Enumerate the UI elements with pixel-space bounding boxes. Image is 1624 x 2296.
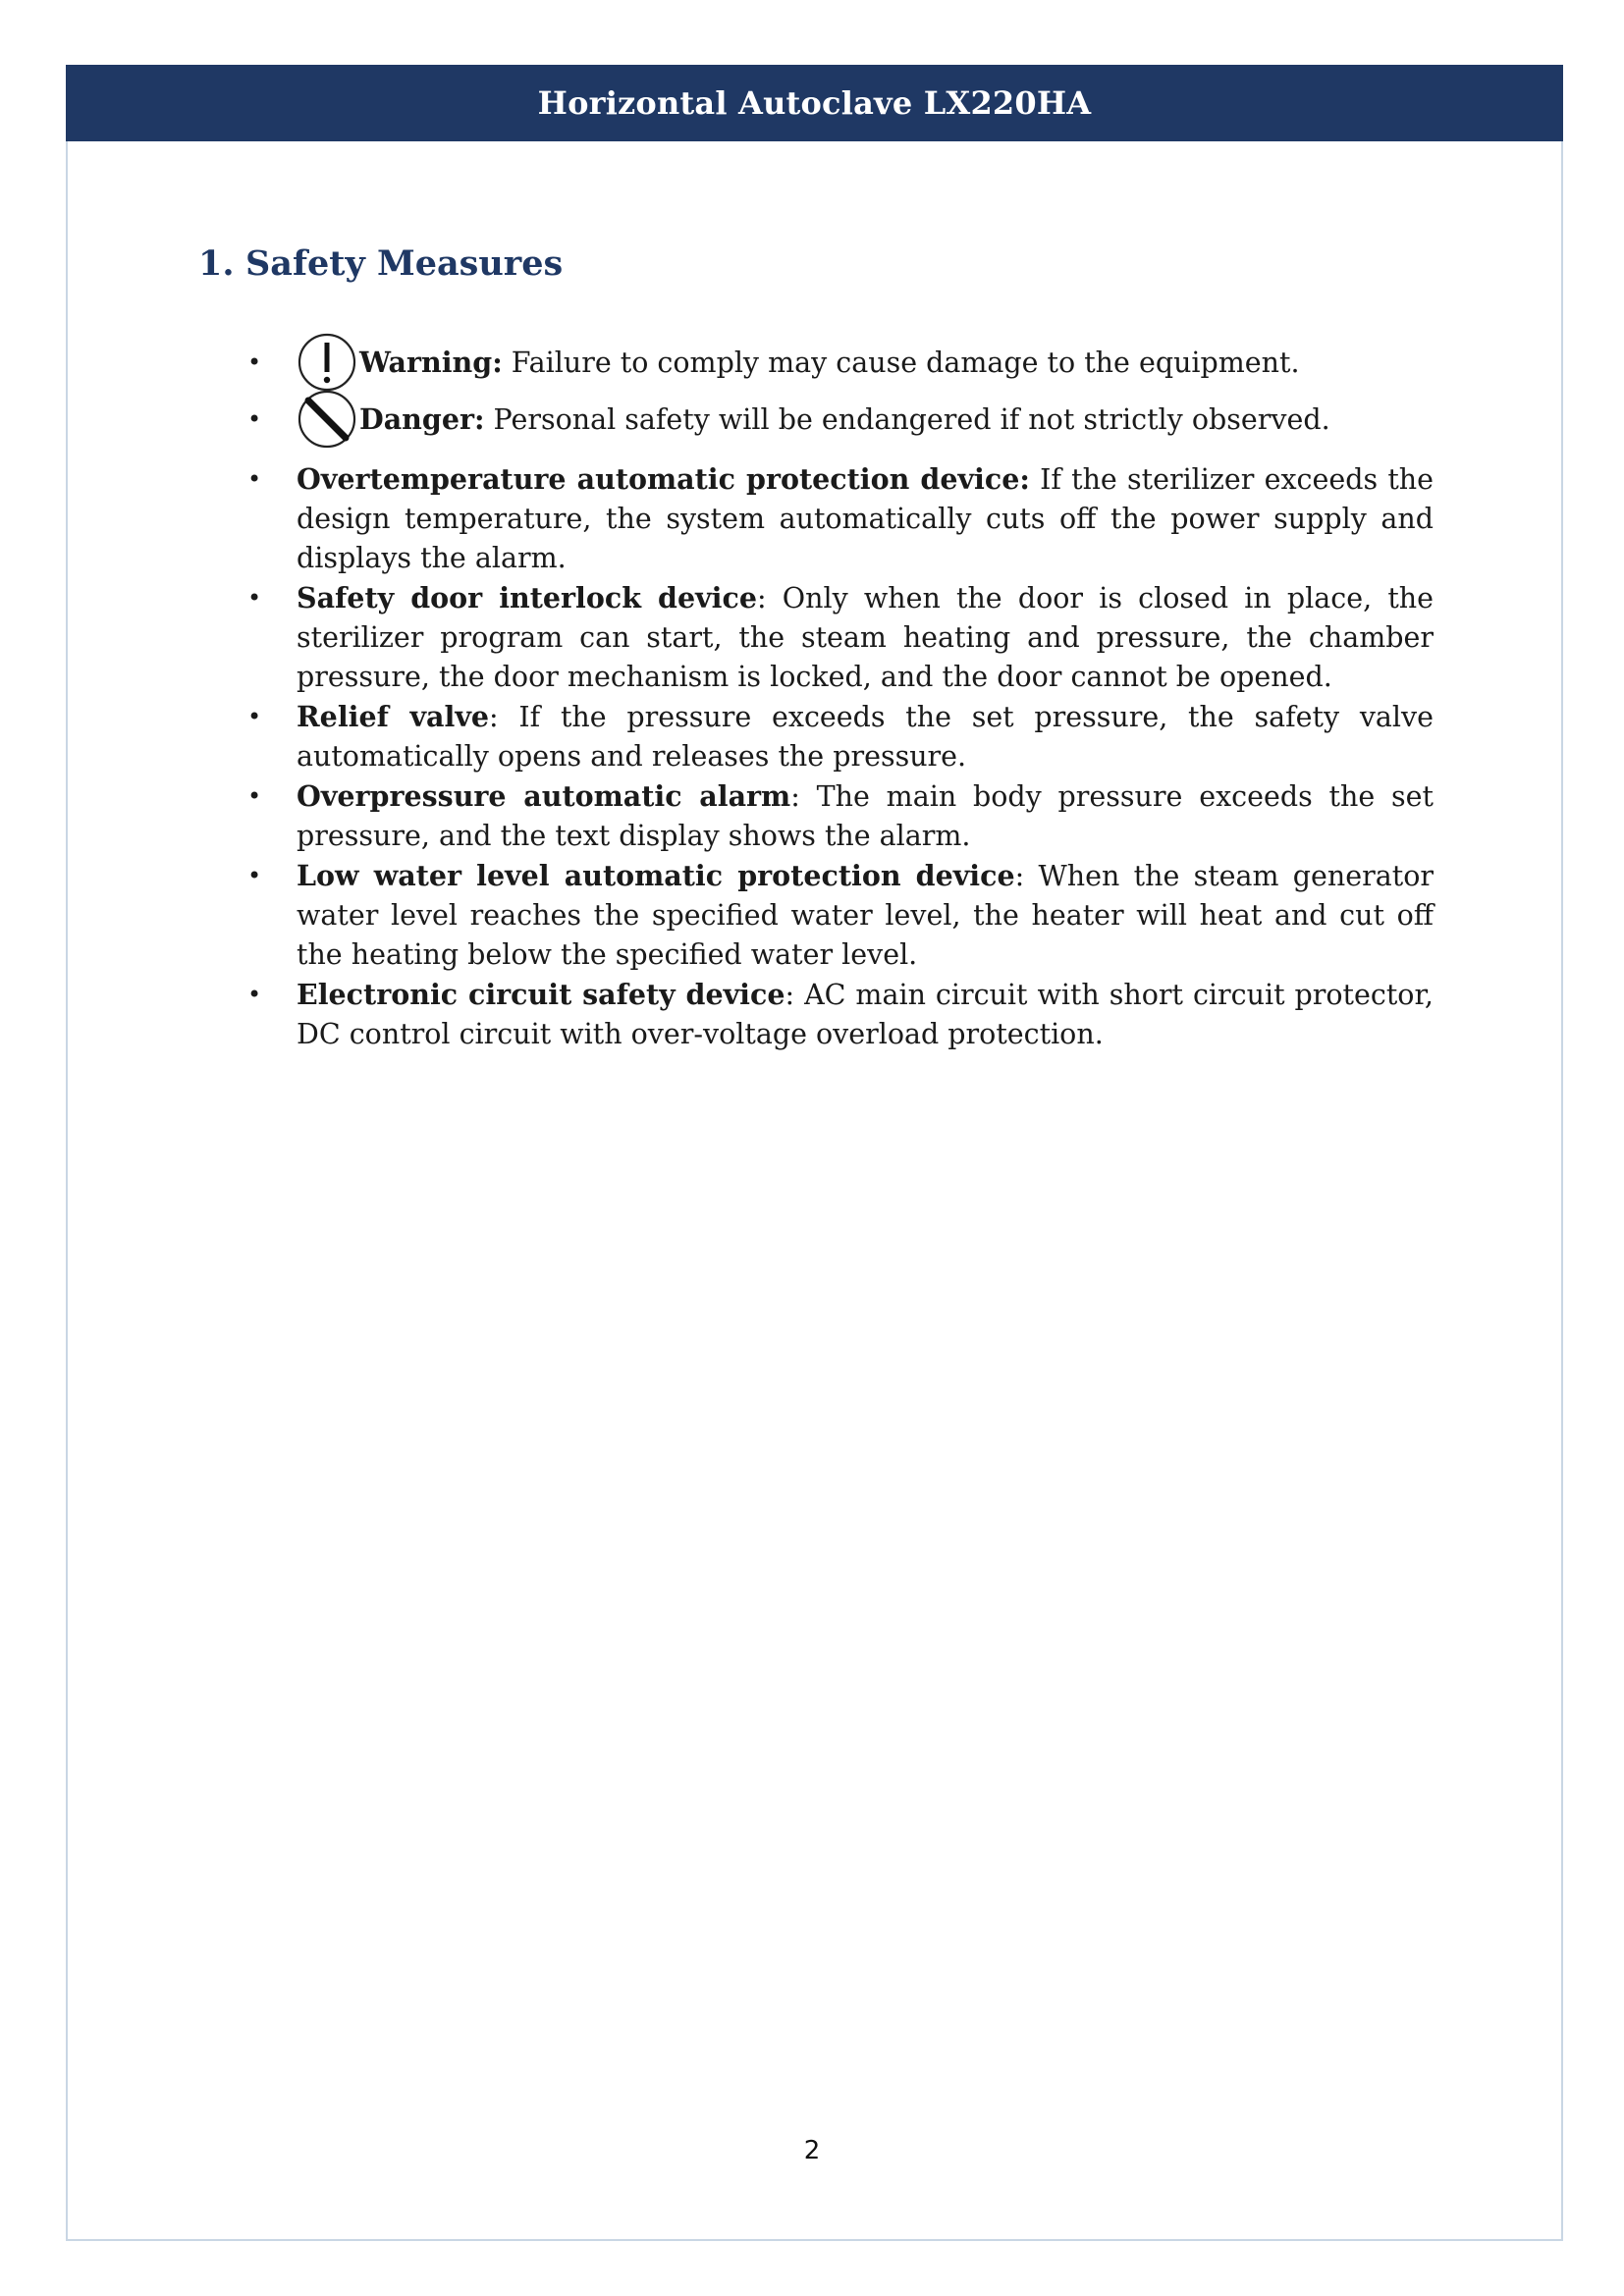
section-number: 1. [198, 243, 235, 284]
item-label: Relief valve [297, 700, 490, 733]
bullet: • [247, 405, 262, 433]
list-item-overpressure [244, 776, 1434, 856]
item-label: Overtemperature automatic protection device: [297, 462, 1030, 496]
list-item-overtemperature [244, 459, 1434, 578]
danger-prohibited-icon [297, 389, 357, 450]
bullet: • [247, 981, 262, 1008]
item-label: Overpressure automatic alarm [297, 779, 791, 813]
list-item-danger [244, 391, 1434, 448]
warning-exclamation-icon [297, 332, 357, 393]
list-item-electronic-circuit [244, 975, 1434, 1054]
list-item-warning [244, 334, 1434, 391]
item-text: : Only when the door is closed in place, the sterilizer program can start, the steam heating and pressure, the chamber pressure, the door mechanism is locked, and the door cannot be opened. [297, 582, 1434, 693]
danger-label: Danger: [359, 401, 485, 436]
bullet: • [247, 348, 262, 376]
section-heading [198, 243, 563, 284]
bullet: • [247, 862, 262, 889]
item-label: Low water level automatic protection device [297, 859, 1015, 892]
list-item-door-interlock [244, 578, 1434, 697]
item-text: : AC main circuit with short circuit protector, DC control circuit with over-voltage overload protection. [297, 979, 1434, 1050]
item-label: Safety door interlock device [297, 581, 757, 614]
list-spacer [244, 448, 1434, 459]
list-item-low-water-level [244, 856, 1434, 975]
bullet: • [247, 584, 262, 612]
item-text: : The main body pressure exceeds the set pressure, and the text display shows the alarm. [297, 780, 1434, 852]
bullet: • [247, 703, 262, 730]
page-number: 2 [803, 2136, 821, 2165]
danger-text [359, 400, 1330, 440]
section-title: Safety Measures [245, 243, 564, 284]
list-item-relief-valve [244, 697, 1434, 776]
bullet: • [247, 465, 262, 493]
item-text: If the sterilizer exceeds the design temperature, the system automatically cuts off the power supply and displays the alarm. [297, 463, 1435, 574]
warning-description: Failure to comply may cause damage to the equipment. [502, 346, 1300, 379]
safety-measures-list [244, 334, 1434, 1054]
item-text: : If the pressure exceeds the set pressure, the safety valve automatically opens and releases the pressure. [297, 701, 1435, 773]
bullet: • [247, 782, 262, 810]
item-text: : When the steam generator water level reaches the specified water level, the heater will heat and cut off the heating below the specified water level. [297, 860, 1434, 971]
header-bar [66, 65, 1563, 141]
warning-label: Warning: [359, 345, 503, 379]
item-label: Electronic circuit safety device [297, 978, 785, 1011]
document-title: Horizontal Autoclave LX220HA [537, 84, 1092, 122]
warning-text [359, 343, 1300, 383]
danger-description: Personal safety will be endangered if not strictly observed. [484, 402, 1330, 436]
